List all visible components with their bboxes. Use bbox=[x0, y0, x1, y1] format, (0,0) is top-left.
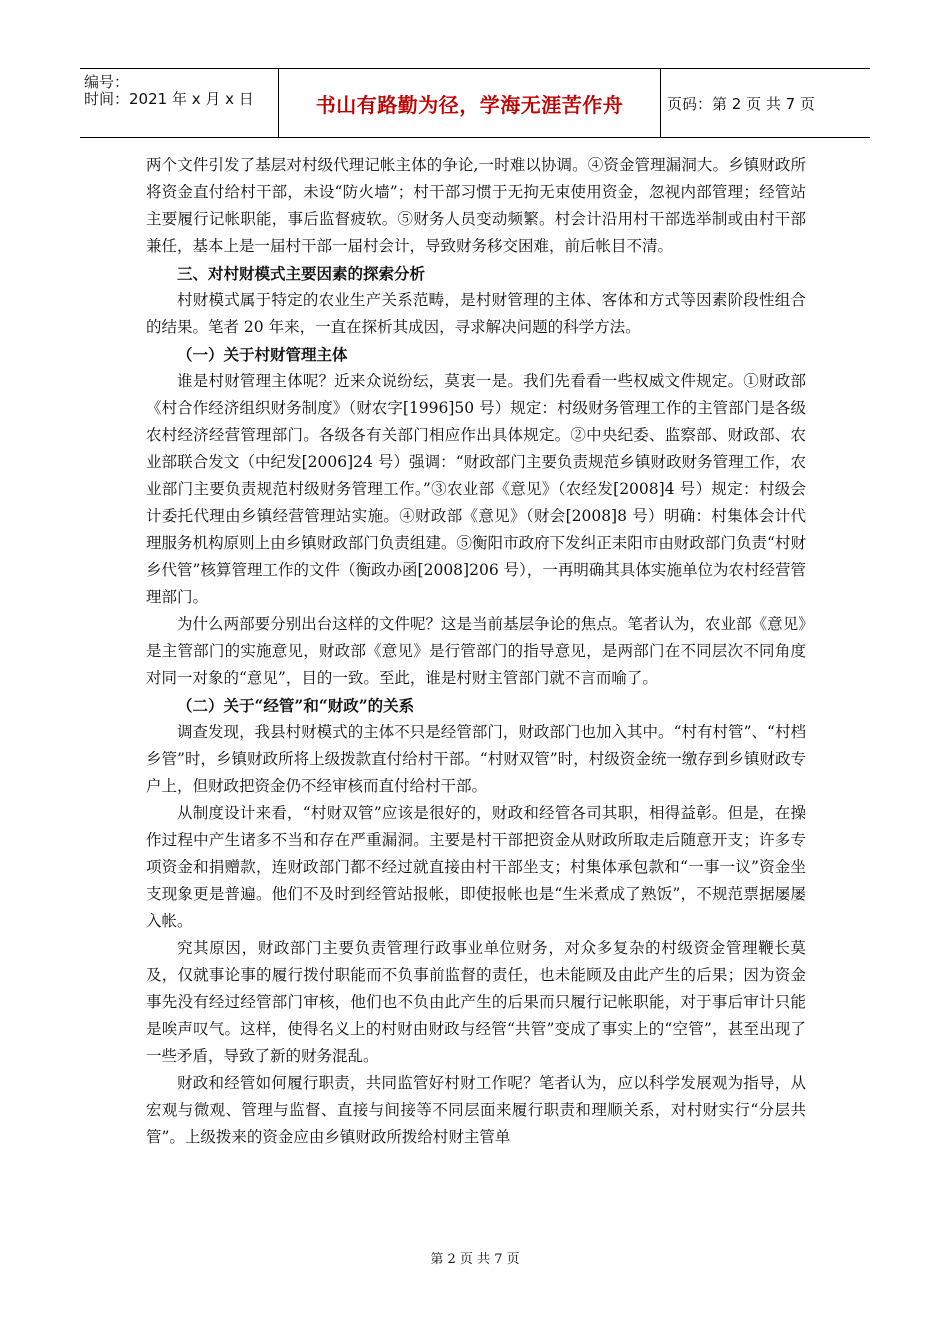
subsection-heading: （二）关于“经管”和“财政”的关系 bbox=[177, 696, 415, 715]
header-motto bbox=[279, 69, 661, 137]
page-number-label: 页码：第 2 页 共 7 页 bbox=[667, 94, 815, 113]
paragraph: 财政和经管如何履行职责，共同监管好村财工作呢？笔者认为，应以科学发展观为指导，从宏观与微观、管理与监督、直接与间接等不同层面来履行职责和理顺关系，对村财实行“分层共管”。上级拨来的资金应由乡镇财政所拨给村财主管单 bbox=[146, 1074, 806, 1146]
motto-text: 书山有路勤为径，学海无涯苦作舟 bbox=[315, 92, 624, 117]
paragraph: 两个文件引发了基层对村级代理记帐主体的争论,一时难以协调。④资金管理漏洞大。乡镇财政所将资金直付给村干部，未设“防火墙”；村干部习惯于无拘无束使用资金，忽视内部管理；经管站主要履行记帐职能，事后监督疲软。⑤财务人员变动频繁。村会计沿用村干部选举制或由村干部兼任，基本上是一届村干部一届村会计，导致财务移交困难，前后帐目不清。 bbox=[146, 156, 806, 255]
section-heading: 三、对村财模式主要因素的探索分析 bbox=[177, 264, 426, 283]
subsection-heading: （一）关于村财管理主体 bbox=[177, 345, 348, 364]
paragraph: 从制度设计来看，“村财双管”应该是很好的，财政和经管各司其职，相得益彰。但是，在操作过程中产生诸多不当和存在严重漏洞。主要是村干部把资金从财政所取走后随意开支；许多专项资金和捐赠款，连财政部门都不经过就直接由村干部坐支；村集体承包款和“一事一议”资金坐支现象更是普遍。他们不及时到经管站报帐，即使报帐也是“生米煮成了熟饭”，不规范票据屡屡入帐。 bbox=[146, 804, 806, 930]
paragraph: 谁是村财管理主体呢？近来众说纷纭，莫衷一是。我们先看看一些权威文件规定。①财政部《村合作经济组织财务制度》（财农字[1996]50 号）规定：村级财务管理工作的主管部门是各级农村经济经营管理部门。各级各有关部门相应作出具体规定。②中央纪委、监察部、财政部、农业部联合发文（中纪发[2006]24 号）强调：“财政部门主要负责规范乡镇财政财务管理工作，农业部门主要负责规范村级财务管理工作。”③农业部《意见》（农经发[2008]4 号）规定：村级会计委托代理由乡镇经营管理站实施。④财政部《意见》（财会[2008]8 号）明确：村集体会计代理服务机构原则上由乡镇财政部门负责组建。⑤衡阳市政府下发纠正耒阳市由财政部门负责“村财乡代管”核算管理工作的文件（衡政办函[2008]206 号），一再明确其具体实施单位为农村经营管理部门。 bbox=[146, 372, 806, 606]
header-meta bbox=[80, 69, 279, 137]
paragraph: 调查发现，我县村财模式的主体不只是经管部门，财政部门也加入其中。“村有村管”、“村档乡管”时，乡镇财政所将上级拨款直付给村干部。“村财双管”时，村级资金统一缴存到乡镇财政专户上，但财政把资金仍不经审核而直付给村干部。 bbox=[146, 723, 806, 795]
page-footer: 第 2 页 共 7 页 bbox=[430, 1252, 520, 1267]
document-date-label: 时间：2021 年 x 月 x 日 bbox=[84, 90, 254, 108]
paragraph: 村财模式属于特定的农业生产关系范畴，是村财管理的主体、客体和方式等因素阶段性组合的结果。笔者 20 年来，一直在探析其成因，寻求解决问题的科学方法。 bbox=[146, 291, 806, 336]
document-body bbox=[146, 152, 806, 1151]
paragraph: 为什么两部要分别出台这样的文件呢？这是当前基层争论的焦点。笔者认为，农业部《意见》是主管部门的实施意见，财政部《意见》是行管部门的指导意见，是两部门在不同层次不同角度对同一对象的“意见”，目的一致。至此，谁是村财主管部门就不言而喻了。 bbox=[146, 615, 806, 687]
page-header bbox=[80, 68, 870, 138]
paragraph: 究其原因，财政部门主要负责管理行政事业单位财务，对众多复杂的村级资金管理鞭长莫及，仅就事论事的履行拨付职能而不负事前监督的责任，也未能顾及由此产生的后果；因为资金事先没有经过经管部门审核，他们也不负由此产生的后果而只履行记帐职能，对于事后审计只能是唉声叹气。这样，使得名义上的村财由财政与经管“共管”变成了事实上的“空管”，甚至出现了一些矛盾，导致了新的财务混乱。 bbox=[146, 939, 806, 1065]
document-number-label: 编号： bbox=[84, 73, 130, 91]
header-page-info bbox=[661, 69, 876, 137]
